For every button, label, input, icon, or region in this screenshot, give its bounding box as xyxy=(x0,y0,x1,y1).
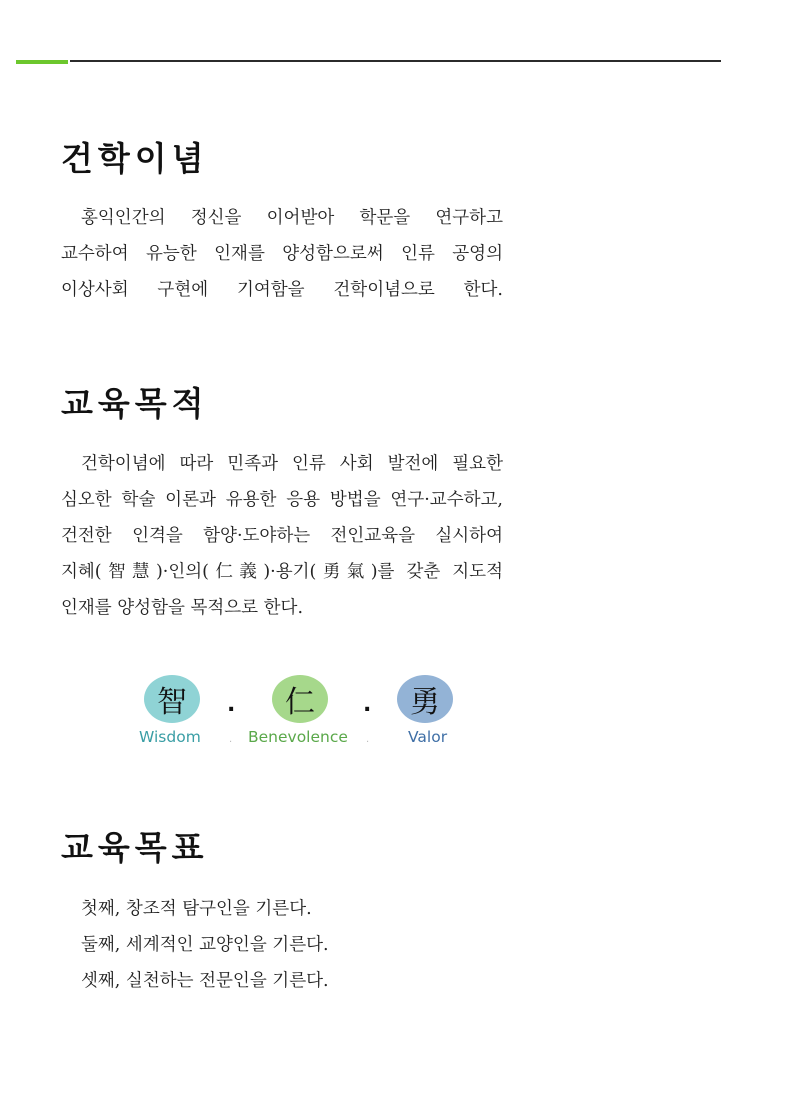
founding-heading: 건학이념 xyxy=(61,139,209,178)
goals-heading: 교육목표 xyxy=(61,828,209,867)
header-rule xyxy=(70,60,721,62)
wisdom-circle: 智 xyxy=(144,675,200,723)
founding-paragraph xyxy=(61,200,503,308)
purpose-heading: 교육목적 xyxy=(61,384,209,423)
core-values-graphic xyxy=(134,672,464,752)
valor-label: Valor xyxy=(408,728,448,746)
purpose-line: 건학이념에 따라 민족과 인류 사회 발전에 필요한 xyxy=(81,454,503,474)
founding-line: 홍익인간의 정신을 이어받아 학문을 연구하고 xyxy=(81,208,503,228)
value-separator-dot: . xyxy=(363,692,372,717)
purpose-line: 심오한 학술 이론과 유용한 응용 방법을 연구·교수하고, xyxy=(61,490,503,510)
goals-list xyxy=(81,891,329,999)
founding-line: 교수하여 유능한 인재를 양성함으로써 인류 공영의 xyxy=(61,244,503,264)
purpose-paragraph xyxy=(61,446,503,626)
value-separator-dot: . xyxy=(227,692,236,717)
goal-item: 셋째, 실천하는 전문인을 기른다. xyxy=(81,971,329,991)
purpose-line: 건전한 인격을 함양·도야하는 전인교육을 실시하여 xyxy=(61,526,503,546)
purpose-line: 인재를 양성함을 목적으로 한다. xyxy=(61,598,304,618)
wisdom-label: Wisdom xyxy=(139,728,201,746)
value-separator-dot-small: . xyxy=(366,734,370,745)
goal-item: 첫째, 창조적 탐구인을 기른다. xyxy=(81,899,312,919)
goal-item: 둘째, 세계적인 교양인을 기른다. xyxy=(81,935,329,955)
purpose-line: 지혜(智慧)·인의(仁義)·용기(勇氣)를 갖춘 지도적 xyxy=(61,562,503,582)
header-accent-bar xyxy=(16,60,68,64)
benevolence-circle: 仁 xyxy=(272,675,328,723)
valor-circle: 勇 xyxy=(397,675,453,723)
founding-line: 이상사회 구현에 기여함을 건학이념으로 한다. xyxy=(61,280,503,300)
benevolence-label: Benevolence xyxy=(248,728,348,746)
value-separator-dot-small: . xyxy=(229,734,233,745)
